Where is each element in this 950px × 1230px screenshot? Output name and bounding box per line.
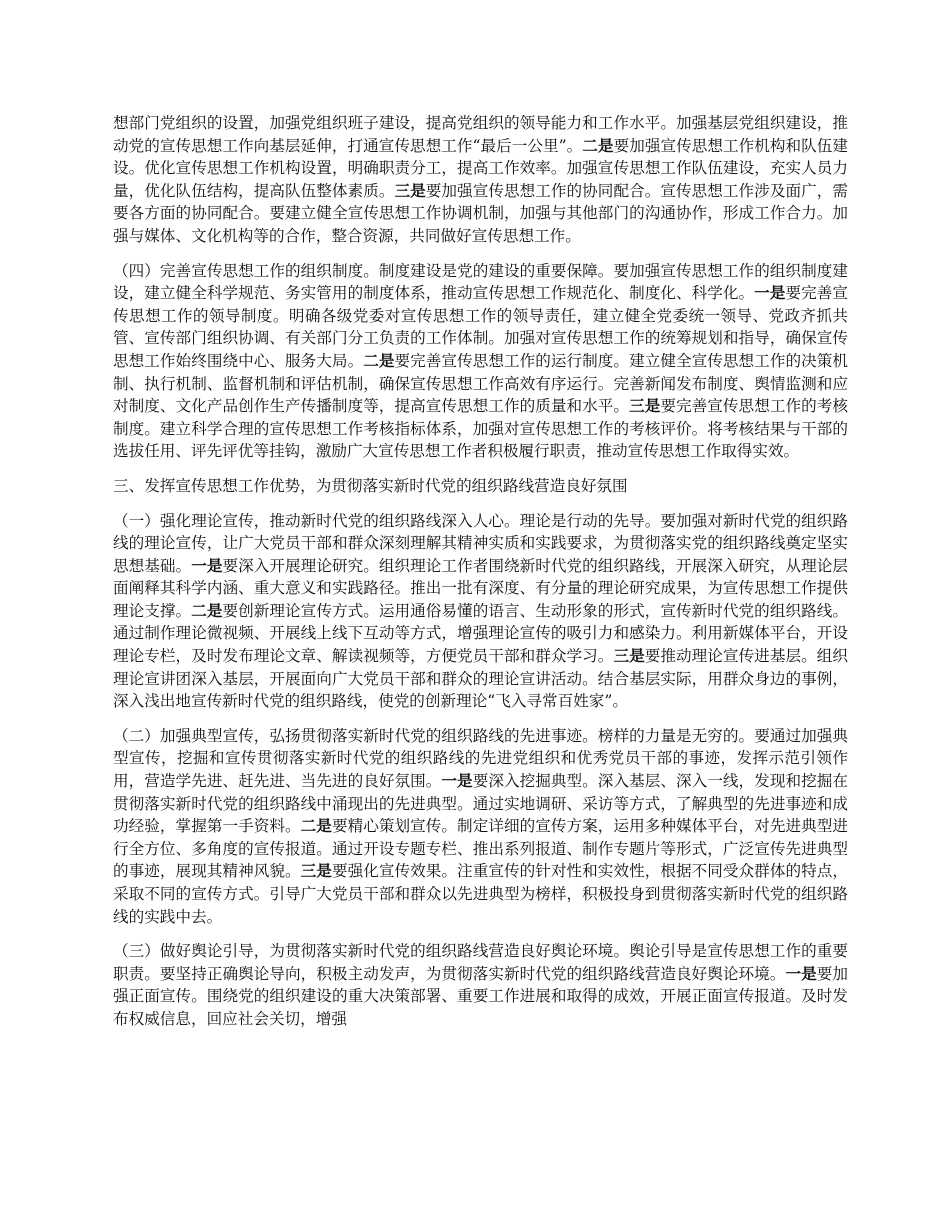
paragraph	[113, 725, 848, 928]
text-segment: 要加强宣传思想工作机构和队伍建设。优化宣传思想工作机构设置，明确职责分工，提高工作效率。加强宣传思想工作队伍建设，充实人员力量，优化队伍结构，提高队伍整体素质。	[113, 136, 848, 200]
text-segment: 要深入开展理论研究。组织理论工作者围绕新时代党的组织路线，开展深入研究，从理论层面阐释其科学内涵、重大意义和实践路径。推出一批有深度、有分量的理论研究成果，为宣传思想工作提供理论支撑。	[113, 556, 848, 620]
text-segment: 要完善宣传思想工作的考核制度。建立科学合理的宣传思想工作考核指标体系，加强对宣传思想工作的考核评价。将考核结果与干部的选拔任用、评先评优等挂钩，激励广大宣传思想工作者积极履行职责，推动宣传思想工作取得实效。	[113, 397, 848, 461]
text-segment: （二）加强典型宣传，弘扬贯彻落实新时代党的组织路线的先进事迹。榜样的力量是无穷的。要通过加强典型宣传，挖掘和宣传贯彻落实新时代党的组织路线的先进党组织和优秀党员干部的事迹，发挥示范引领作用，营造学先进、赶先进、当先进的良好氛围。	[113, 726, 848, 791]
text-segment: （四）完善宣传思想工作的组织制度。制度建设是党的建设的重要保障。要加强宣传思想工作的组织制度建设，建立健全科学规范、务实管用的制度体系，推动宣传思想工作规范化、制度化、科学化。	[113, 261, 848, 303]
text-segment: 要深入挖掘典型。深入基层、深入一线，发现和挖掘在贯彻落实新时代党的组织路线中涌现出的先进典型。通过实地调研、采访等方式，了解典型的先进事迹和成功经验，掌握第一手资料。	[113, 772, 848, 836]
bold-marker: 二是	[582, 136, 614, 155]
paragraph	[113, 940, 848, 1030]
paragraph	[113, 112, 848, 248]
text-segment: 想部门党组织的设置，加强党组织班子建设，提高党组织的领导能力和工作水平。加强基层党组织建设，推动党的宣传思想工作向基层延伸，打通宣传思想工作“最后一公里”。	[113, 114, 848, 155]
text-segment: （三）做好舆论引导，为贯彻落实新时代党的组织路线营造良好舆论环境。舆论引导是宣传思想工作的重要职责。要坚持正确舆论导向，积极主动发声，为贯彻落实新时代党的组织路线营造良好舆论环境。	[113, 942, 848, 983]
bold-marker: 三是	[629, 397, 661, 416]
text-segment: 要强化宣传效果。注重宣传的针对性和实效性，根据不同受众群体的特点，采取不同的宣传方式。引导广大党员干部和群众以先进典型为榜样，积极投身到贯彻落实新时代党的组织路线的实践中去。	[113, 862, 848, 926]
bold-marker: 二是	[300, 817, 332, 836]
paragraph	[113, 260, 848, 463]
bold-marker: 二是	[363, 351, 395, 370]
section-heading	[113, 475, 848, 498]
bold-marker: 三是	[394, 181, 426, 200]
bold-marker: 一是	[191, 556, 223, 575]
text-segment: 要完善宣传思想工作的领导制度。明确各级党委对宣传思想工作的领导责任，建立健全党委统一领导、党政齐抓共管、宣传部门组织协调、有关部门分工负责的工作体制。加强对宣传思想工作的统筹规划和指导，确保宣传思想工作始终围绕中心、服务大局。	[113, 284, 848, 370]
text-segment: 要加强宣传思想工作的协同配合。宣传思想工作涉及面广，需要各方面的协同配合。要建立健全宣传思想工作协调机制，加强与其他部门的沟通协作，形成工作合力。加强与媒体、文化机构等的合作，整合资源，共同做好宣传思想工作。	[113, 181, 848, 245]
bold-marker: 一是	[754, 284, 786, 303]
text-segment: 要创新理论宣传方式。运用通俗易懂的语言、生动形象的形式，宣传新时代党的组织路线。通过制作理论微视频、开展线上线下互动等方式，增强理论宣传的吸引力和感染力。利用新媒体平台，开设理论专栏，及时发布理论文章、解读视频等，方便党员干部和群众学习。	[113, 601, 848, 666]
bold-marker: 三是	[613, 647, 645, 666]
bold-marker: 二是	[191, 601, 223, 620]
text-segment: 要完善宣传思想工作的运行制度。建立健全宣传思想工作的决策机制、执行机制、监督机制和评估机制，确保宣传思想工作高效有序运行。完善新闻发布制度、舆情监测和应对制度、文化产品创作生产传播制度等，提高宣传思想工作的质量和水平。	[113, 351, 848, 416]
paragraph	[113, 510, 848, 713]
text-segment: 要推动理论宣传进基层。组织理论宣讲团深入基层，开展面向广大党员干部和群众的理论宣讲活动。结合基层实际，用群众身边的事例，深入浅出地宣传新时代党的组织路线，使党的创新理论“飞入寻常百姓家”。	[113, 647, 848, 711]
bold-marker: 一是	[785, 964, 817, 983]
text-segment: 三、发挥宣传思想工作优势，为贯彻落实新时代党的组织路线营造良好氛围	[113, 476, 628, 495]
bold-marker: 一是	[441, 772, 473, 791]
bold-marker: 三是	[300, 862, 332, 881]
document-body	[113, 112, 848, 1043]
text-segment: 要加强正面宣传。围绕党的组织建设的重大决策部署、重要工作进展和取得的成效，开展正面宣传报道。及时发布权威信息，回应社会关切，增强	[113, 964, 848, 1028]
text-segment: 要精心策划宣传。制定详细的宣传方案，运用多种媒体平台，对先进典型进行全方位、多角度的宣传报道。通过开设专题专栏、推出系列报道、制作专题片等形式，广泛宣传先进典型的事迹，展现其精神风貌。	[113, 817, 848, 881]
text-segment: （一）强化理论宣传，推动新时代党的组织路线深入人心。理论是行动的先导。要加强对新时代党的组织路线的理论宣传，让广大党员干部和群众深刻理解其精神实质和实践要求，为贯彻落实党的组织路线奠定坚实思想基础。	[113, 511, 848, 575]
